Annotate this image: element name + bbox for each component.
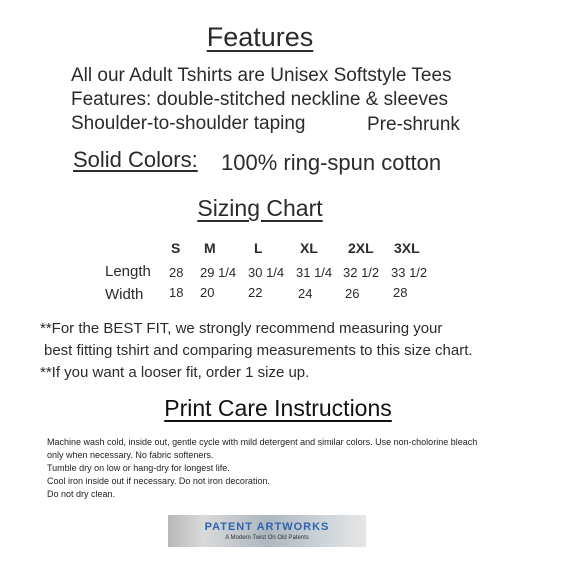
solid-colors-label: Solid Colors: — [73, 147, 198, 172]
sizing-chart-heading: Sizing Chart — [197, 195, 323, 221]
row-label-width: Width — [105, 286, 144, 303]
table-cell: 18 — [169, 285, 184, 300]
logo-subtitle: A Modern Twist On Old Patents — [225, 535, 309, 541]
table-cell: 24 — [298, 286, 313, 301]
patent-artworks-logo — [168, 515, 366, 547]
table-cell: 33 1/2 — [391, 265, 428, 280]
fit-note-1: **For the BEST FIT, we strongly recommend measuring your — [40, 320, 443, 337]
table-cell: 20 — [200, 285, 215, 300]
features-line-4: Pre-shrunk — [367, 114, 460, 135]
table-cell: 31 1/4 — [296, 265, 333, 280]
care-line: Do not dry clean. — [47, 489, 116, 499]
table-cell: 28 — [169, 265, 184, 280]
care-line: Tumble dry on low or hang-dry for longest life. — [47, 463, 230, 473]
logo-title: PATENT ARTWORKS — [204, 521, 330, 533]
care-line: Cool iron inside out if necessary. Do not iron decoration. — [47, 476, 270, 486]
care-line: only when necessary. No fabric softeners. — [47, 450, 214, 460]
size-header-s: S — [171, 240, 181, 256]
features-line-1: All our Adult Tshirts are Unisex Softstyle Tees — [71, 65, 452, 86]
table-cell: 30 1/4 — [248, 265, 285, 280]
row-label-length: Length — [105, 263, 151, 280]
size-header-2xl: 2XL — [348, 240, 374, 256]
table-cell: 22 — [248, 285, 263, 300]
features-line-3: Shoulder-to-shoulder taping — [71, 113, 306, 134]
size-header-l: L — [254, 240, 263, 256]
care-line: Machine wash cold, inside out, gentle cycle with mild detergent and similar colors. Use non-cholorine bleach — [47, 437, 478, 447]
solid-colors-value: 100% ring-spun cotton — [221, 150, 442, 175]
table-cell: 28 — [393, 285, 408, 300]
features-line-2: Features: double-stitched neckline & sleeves — [71, 89, 449, 110]
table-cell: 29 1/4 — [200, 265, 237, 280]
fit-note-2: best fitting tshirt and comparing measurements to this size chart. — [44, 342, 473, 359]
size-header-xl: XL — [300, 240, 318, 256]
features-heading: Features — [206, 22, 314, 52]
size-header-3xl: 3XL — [394, 240, 420, 256]
table-cell: 26 — [345, 286, 360, 301]
print-care-heading: Print Care Instructions — [164, 395, 392, 421]
table-cell: 32 1/2 — [343, 265, 380, 280]
size-header-m: M — [204, 240, 216, 256]
fit-note-3: **If you want a looser fit, order 1 size up. — [40, 364, 310, 381]
